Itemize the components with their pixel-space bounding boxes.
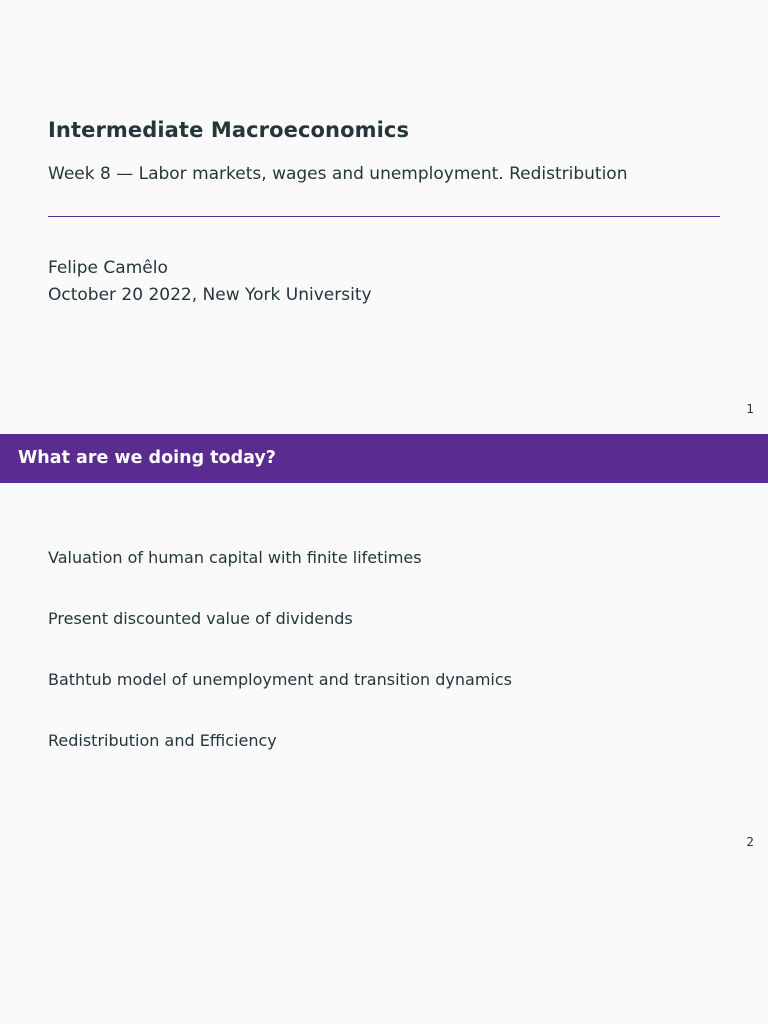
list-item: Bathtub model of unemployment and transition dynamics <box>48 670 512 689</box>
presentation-title: Intermediate Macroeconomics <box>48 118 410 142</box>
list-item: Present discounted value of dividends <box>48 609 353 628</box>
agenda-list <box>48 547 512 791</box>
title-divider <box>48 216 720 217</box>
page-number: 1 <box>746 402 754 416</box>
author-name: Felipe Camêlo <box>48 258 168 278</box>
agenda-slide <box>0 434 768 866</box>
date-institution: October 20 2022, New York University <box>48 285 372 305</box>
frame-title: What are we doing today? <box>18 448 276 468</box>
page-number: 2 <box>746 835 754 849</box>
presentation-subtitle: Week 8 — Labor markets, wages and unemployment. Redistribution <box>48 164 628 184</box>
frame-header-bar <box>0 434 768 483</box>
list-item: Valuation of human capital with finite lifetimes <box>48 548 422 567</box>
list-item: Redistribution and Efficiency <box>48 731 277 750</box>
title-slide <box>0 0 768 432</box>
